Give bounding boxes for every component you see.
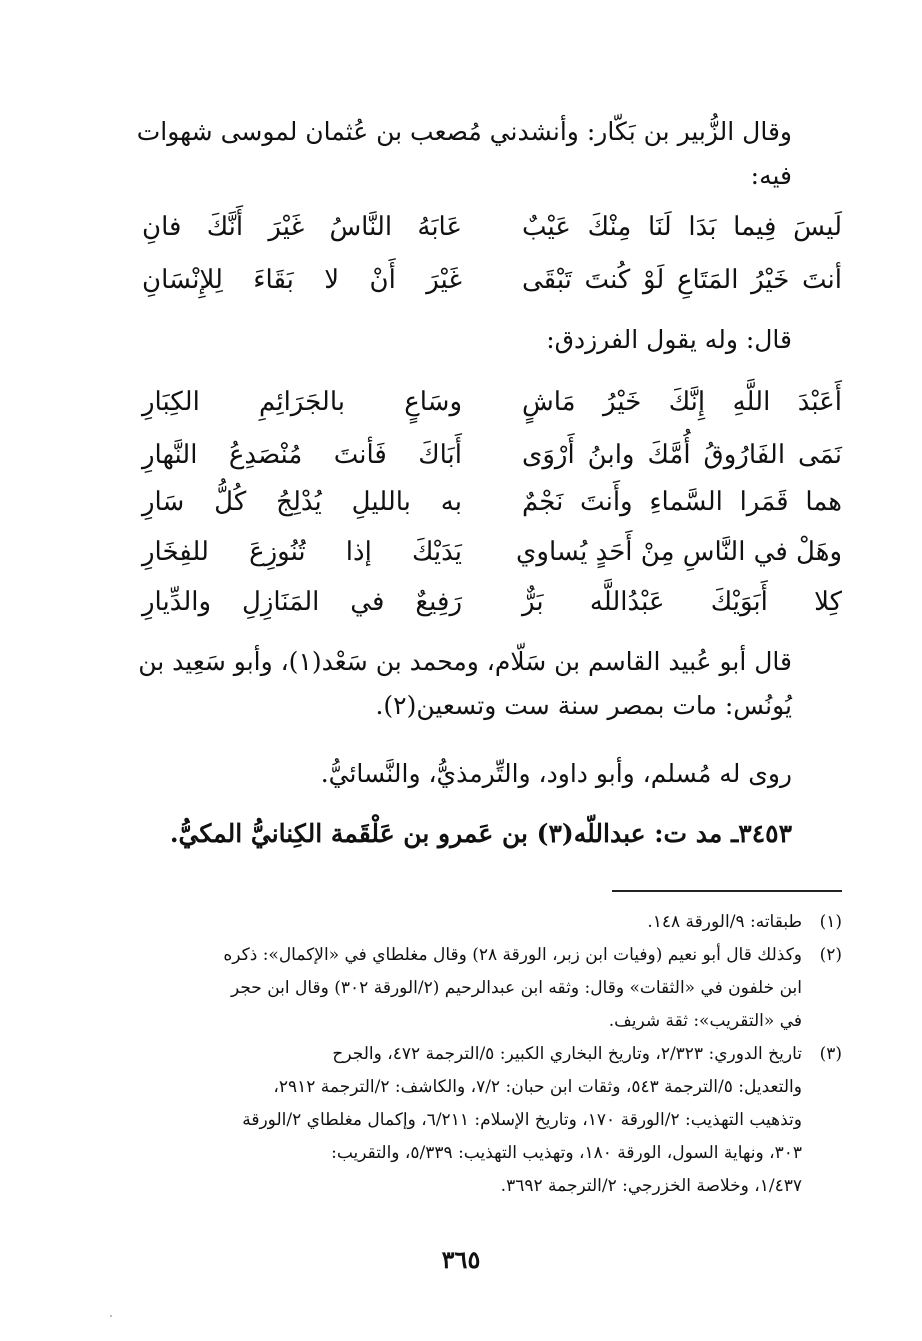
footnote-number: (١): [819, 912, 842, 932]
poem1-verse-2: [142, 258, 842, 302]
footnote-separator: [612, 890, 842, 892]
hemistich-right: هما قَمَرا السَّماءِ وأَنتَ نَجْمٌ: [522, 487, 842, 517]
death-line-2: يُونُس: مات بمصر سنة ست وتسعين(٢).: [375, 691, 792, 720]
hemistich-right: نَمَى الفَارُوقُ أُمَّكَ وابنُ أَرْوَى: [522, 440, 842, 470]
hemistich-left: أَبَاكَ فَأنتَ مُنْصَدِعُ النَّهارِ: [142, 440, 462, 470]
farazdaq-intro-line: قال: وله يقول الفرزدق:: [546, 325, 792, 354]
hemistich-left: عَابَهُ النَّاسُ غَيْرَ أَنَّكَ فانِ: [142, 212, 462, 242]
narrators-line: روى له مُسلم، وأبو داود، والتِّرمذيُّ، والنَّسائيُّ.: [320, 759, 792, 788]
death-paragraph: [138, 640, 792, 728]
footnote-number: (٢): [819, 945, 842, 965]
footnotes: [72, 906, 842, 1203]
footnote-line: وكذلك قال أبو نعيم (وفيات ابن زبر، الورقة ٢٨) وقال مغلطاي في «الإكمال»: ذكره: [223, 945, 802, 965]
footnote-line: ٣٠٣، ونهاية السول، الورقة ١٨٠، وتهذيب التهذيب: ٥/٣٣٩، والتقريب:: [331, 1143, 802, 1163]
poem2-verse-4: [142, 530, 842, 574]
hemistich-right: كِلا أَبَوَيْكَ عَبْدُاللَّه بَرٌّ: [522, 587, 842, 617]
poem2-verse-1: [142, 380, 842, 424]
hemistich-right: وهَلْ في النَّاسِ مِنْ أَحَدٍ يُساوي: [516, 537, 842, 567]
hemistich-left: وسَاعٍ بالجَرَائِمِ الكِبَارِ: [142, 387, 462, 417]
footnote-line: وتذهيب التهذيب: ٢/الورقة ١٧٠، وتاريخ الإسلام: ٦/٢١١، وإكمال مغلطاي ٢/الورقة: [242, 1110, 802, 1130]
poem2-verse-2: [142, 433, 842, 477]
intro-paragraph: [136, 110, 792, 198]
page-number: ٣٦٥: [441, 1245, 481, 1274]
footnote-line: طبقاته: ٩/الورقة ١٤٨.: [647, 912, 802, 932]
footnote-line: ابن خلفون في «الثقات» وقال: وثقه ابن عبدالرحيم (٢/الورقة ٣٠٢) وقال ابن حجر: [230, 978, 802, 998]
hemistich-left: رَفِيعٌ في المَنَازِلِ والدِّيارِ: [142, 587, 462, 617]
footnote-line: والتعديل: ٥/الترجمة ٥٤٣، وثقات ابن حبان: ٧/٢، والكاشف: ٢/الترجمة ٢٩١٢،: [273, 1077, 802, 1097]
footnote-3: [72, 1038, 842, 1203]
hemistich-left: يَدَيْكَ إذا تُنُوزِعَ للفِخَارِ: [142, 537, 462, 567]
poem1-verse-1: [142, 205, 842, 249]
hemistich-right: أنتَ خَيْرُ المَتَاعِ لَوْ كُنتَ تَبْقَى: [522, 265, 842, 295]
poem2-verse-5: [142, 580, 842, 624]
intro-line-2: فيه:: [750, 161, 792, 190]
footnote-line: تاريخ الدوري: ٢/٣٢٣، وتاريخ البخاري الكبير: ٥/الترجمة ٤٧٢، والجرح: [332, 1044, 802, 1064]
poem2-verse-3: [142, 480, 842, 524]
death-line-1: قال أبو عُبيد القاسم بن سَلّام، ومحمد بن سَعْد(١)، وأبو سَعِيد بن: [138, 647, 792, 676]
hemistich-right: لَيسَ فِيما بَدَا لَنَا مِنْكَ عَيْبٌ: [522, 212, 842, 242]
hemistich-left: به بالليلِ يُدْلِجُ كُلُّ سَارِ: [142, 487, 462, 517]
hemistich-left: غَيْرَ أَنْ لا بَقَاءَ لِلإِنْسَانِ: [142, 265, 462, 295]
scan-speck: [110, 1315, 112, 1317]
hemistich-right: أَعَبْدَ اللَّهِ إِنَّكَ خَيْرُ مَاشٍ: [522, 387, 842, 417]
footnote-number: (٣): [819, 1044, 842, 1064]
narrators-paragraph: [152, 752, 792, 796]
farazdaq-intro: [152, 318, 792, 362]
entry-heading: [152, 812, 792, 856]
intro-line-1: وقال الزُّبير بن بَكّار: وأنشدني مُصعب بن عُثمان لموسى شهوات: [136, 117, 792, 146]
footnote-line: في «التقريب»: ثقة شريف.: [608, 1011, 802, 1031]
footnote-2: [72, 939, 842, 1038]
entry-line: ٣٤٥٣ـ مد ت: عبداللّه(٣) بن عَمرو بن عَلْقَمة الكِنانيُّ المكيُّ.: [169, 819, 792, 848]
footnote-1: [72, 906, 842, 939]
footnote-line: ١/٤٣٧، وخلاصة الخزرجي: ٢/الترجمة ٣٦٩٢.: [500, 1176, 802, 1196]
